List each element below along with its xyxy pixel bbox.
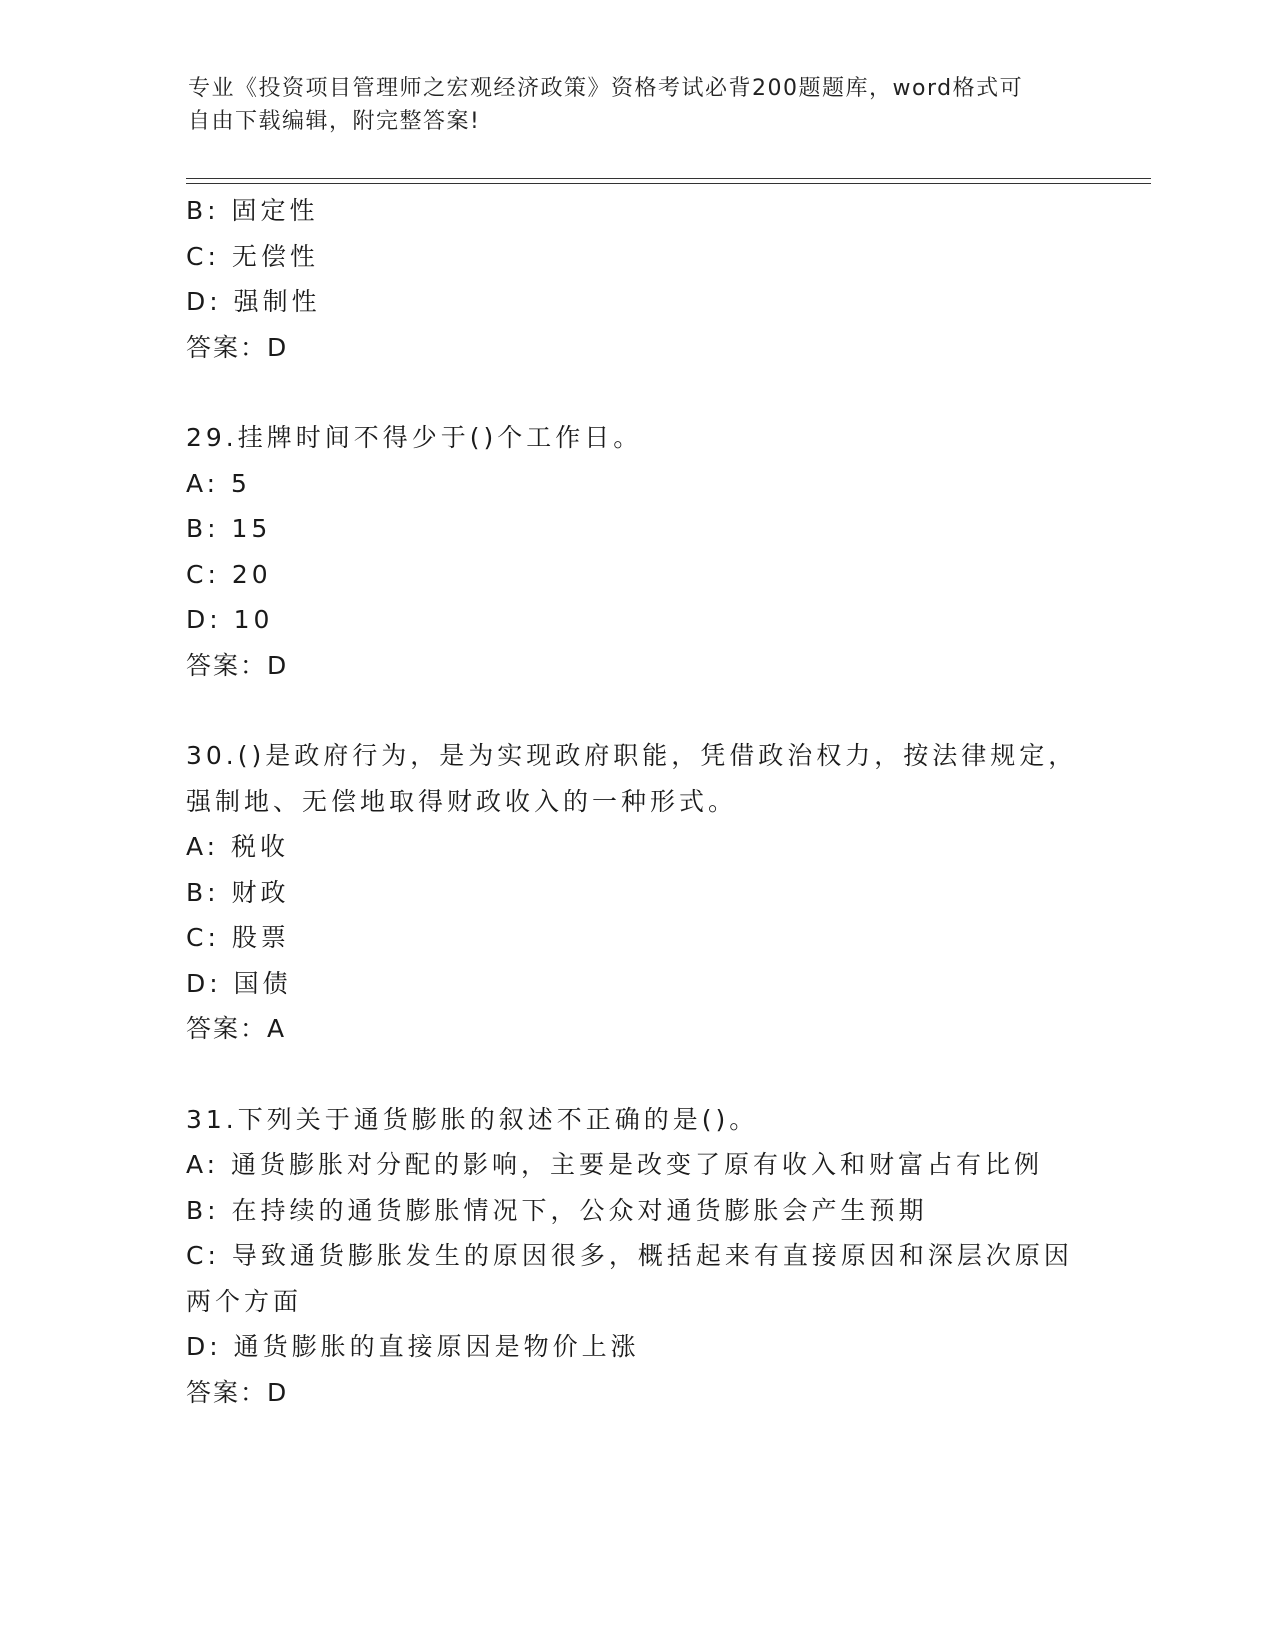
- header-divider-bottom: [186, 183, 1151, 184]
- option-a: A: 通货膨胀对分配的影响，主要是改变了原有收入和财富占有比例: [186, 1150, 1044, 1179]
- spacer: [186, 688, 1086, 733]
- option-c-line-2: 两个方面: [186, 1286, 303, 1316]
- document-header: [188, 72, 1068, 138]
- answer-line: 答案：D: [186, 332, 289, 362]
- spacer: [186, 1052, 1086, 1097]
- question-text: 31.下列关于通货膨胀的叙述不正确的是()。: [186, 1104, 759, 1134]
- question-31-block: [186, 1097, 1086, 1416]
- option-c: C: 无偿性: [186, 241, 319, 271]
- question-28-block: [186, 188, 1086, 370]
- option-b: B: 在持续的通货膨胀情况下，公众对通货膨胀会产生预期: [186, 1195, 928, 1225]
- answer-line: 答案：A: [186, 1014, 287, 1043]
- question-30-block: [186, 733, 1086, 1052]
- question-text: 29.挂牌时间不得少于()个工作日。: [186, 423, 643, 452]
- option-d: D: 通货膨胀的直接原因是物价上涨: [186, 1332, 640, 1361]
- spacer: [186, 370, 1086, 415]
- option-b: B: 固定性: [186, 196, 319, 225]
- question-29-block: [186, 415, 1086, 688]
- option-c: C: 股票: [186, 923, 290, 952]
- header-divider-top: [186, 178, 1151, 179]
- option-a: A: 5: [186, 468, 251, 498]
- answer-line: 答案：D: [186, 1377, 289, 1407]
- option-a: A: 税收: [186, 832, 290, 861]
- answer-line: 答案：D: [186, 650, 289, 680]
- option-d: D: 国债: [186, 968, 292, 998]
- option-b: B: 15: [186, 514, 272, 543]
- option-c-line-1: C: 导致通货膨胀发生的原因很多，概括起来有直接原因和深层次原因: [186, 1241, 1073, 1270]
- question-text-line-2: 强制地、无偿地取得财政收入的一种形式。: [186, 786, 738, 816]
- option-d: D: 强制性: [186, 287, 321, 316]
- option-c: C: 20: [186, 559, 272, 589]
- header-line-2: 自由下载编辑，附完整答案!: [188, 109, 481, 134]
- question-text-line-1: 30.()是政府行为，是为实现政府职能，凭借政治权力，按法律规定，: [186, 741, 1078, 770]
- option-b: B: 财政: [186, 877, 290, 907]
- question-content: [186, 188, 1086, 1415]
- option-d: D: 10: [186, 605, 274, 634]
- header-line-1: 专业《投资项目管理师之宏观经济政策》资格考试必背200题题库，word格式可: [188, 76, 1024, 101]
